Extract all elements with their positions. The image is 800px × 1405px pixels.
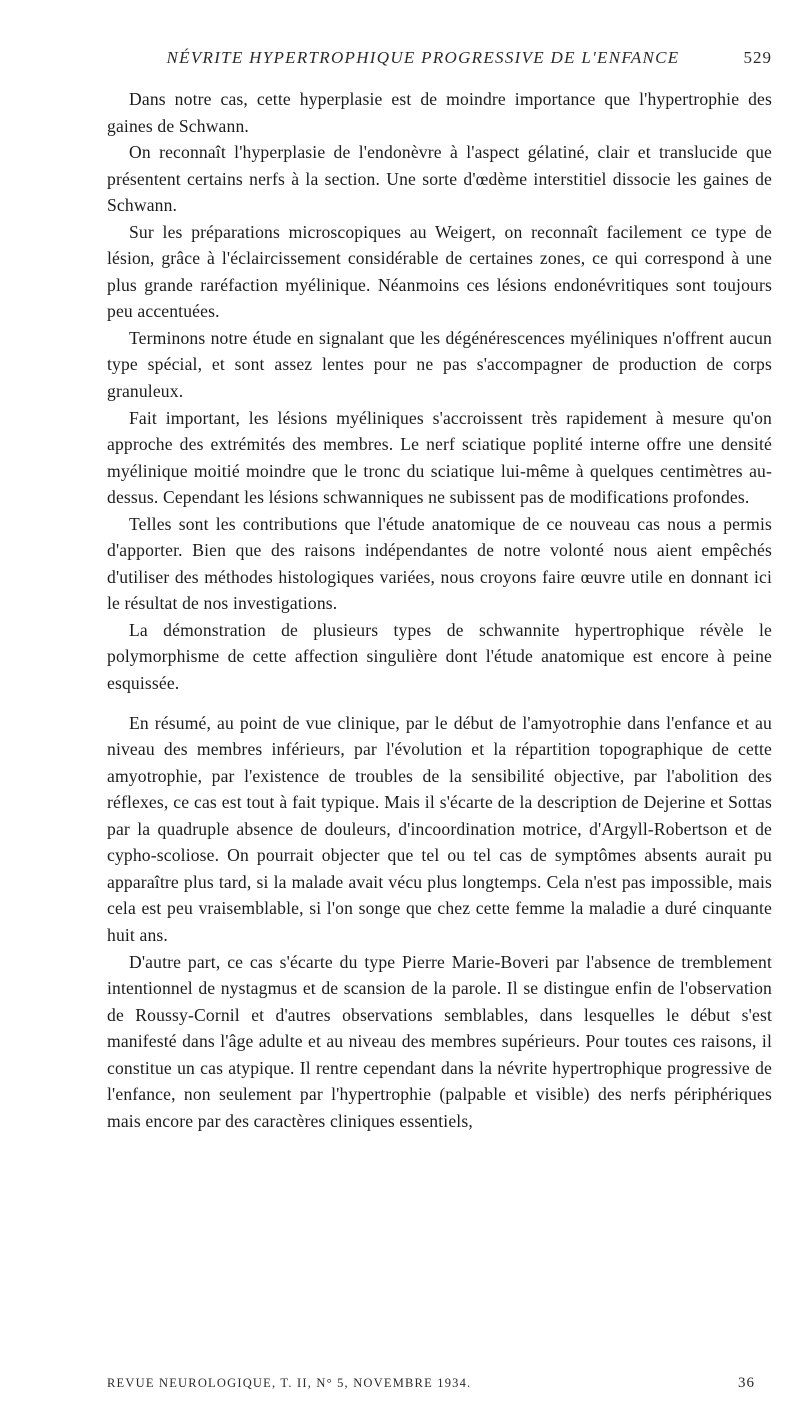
paragraph: On reconnaît l'hyperplasie de l'endonèvre à l'aspect gélatiné, clair et translucide que présentent certains nerfs à la section. Une sorte d'œdème interstitiel dissocie les gaines de Schwann. (107, 142, 772, 216)
paragraph: Fait important, les lésions myéliniques s'accroissent très rapidement à mesure qu'on approche des extrémités des membres. Le nerf sciatique poplité interne offre une densité myélinique moitié moindre que le tronc du sciatique lui-même à quelques centimètres au-dessus. Cependant les lésions schwanniques ne subissent pas de modifications profondes. (107, 407, 772, 508)
paragraph: D'autre part, ce cas s'écarte du type Pierre Marie-Boveri par l'absence de tremblement intentionnel de nystagmus et de scansion de la parole. Il se distingue enfin de l'observation de Roussy-Cornil et d'autres observations semblables, dans lesquelles le début s'est manifesté dans l'âge adulte et au niveau des membres supérieurs. Pour toutes ces raisons, il constitue un cas atypique. Il rentre cependant dans la névrite hypertrophique progressive de l'enfance, non seulement par l'hypertrophie (palpable et visible) des nerfs périphériques mais encore par des caractères cliniques essentiels, (107, 951, 772, 1131)
journal-footer: REVUE NEUROLOGIQUE, T. II, N° 5, NOVEMBRE 1934. (107, 1376, 472, 1390)
paragraph: Sur les préparations microscopiques au Weigert, on reconnaît facilement ce type de lésion, grâce à l'éclaircissement considérable de certaines zones, ce qui correspond à une plus grande raréfaction myélinique. Néanmoins ces lésions endonévritiques sont toujours peu accentuées. (107, 221, 772, 322)
paragraph: Telles sont les contributions que l'étude anatomique de ce nouveau cas nous a permis d'apporter. Bien que des raisons indépendantes de notre volonté nous aient empêchés d'utiliser des méthodes histologiques variées, nous croyons faire œuvre utile en donnant ici le résultat de nos investigations. (107, 513, 772, 614)
summary-paragraph: En résumé, au point de vue clinique, par le début de l'amyotrophie dans l'enfance et au niveau des membres inférieurs, par l'évolution et la répartition topographique de cette amyotrophie, par l'existence de troubles de la sensibilité objective, par l'abolition des réflexes, ce cas est tout à fait typique. Mais il s'écarte de la description de Dejerine et Sottas par la quadruple absence de douleurs, d'incoordination motrice, d'Argyll-Robertson et de cypho-scoliose. On pourrait objecter que tel ou tel cas de symptômes absents aurait pu apparaître plus tard, si la malade avait vécu plus longtemps. Cela n'est pas impossible, mais cela est peu vraisemblable, si l'on songe que chez cette femme la maladie a duré cinquante huit ans. (107, 712, 772, 945)
page-number: 529 (743, 48, 772, 67)
paragraph: Terminons notre étude en signalant que les dégénérescences myéliniques n'offrent aucun type spécial, et sont assez lentes pour ne pas s'accompagner de production de corps granuleux. (107, 327, 772, 402)
article-body (107, 86, 772, 1134)
running-title: NÉVRITE HYPERTROPHIQUE PROGRESSIVE DE L'ENFANCE (166, 48, 680, 67)
paragraph: Dans notre cas, cette hyperplasie est de moindre importance que l'hypertrophie des gaines de Schwann. (107, 89, 772, 136)
footer-folio: 36 (738, 1375, 755, 1391)
paragraph: La démonstration de plusieurs types de schwannite hypertrophique révèle le polymorphisme de cette affection singulière dont l'étude anatomique est encore à peine esquissée. (107, 619, 772, 694)
running-header (100, 48, 772, 78)
